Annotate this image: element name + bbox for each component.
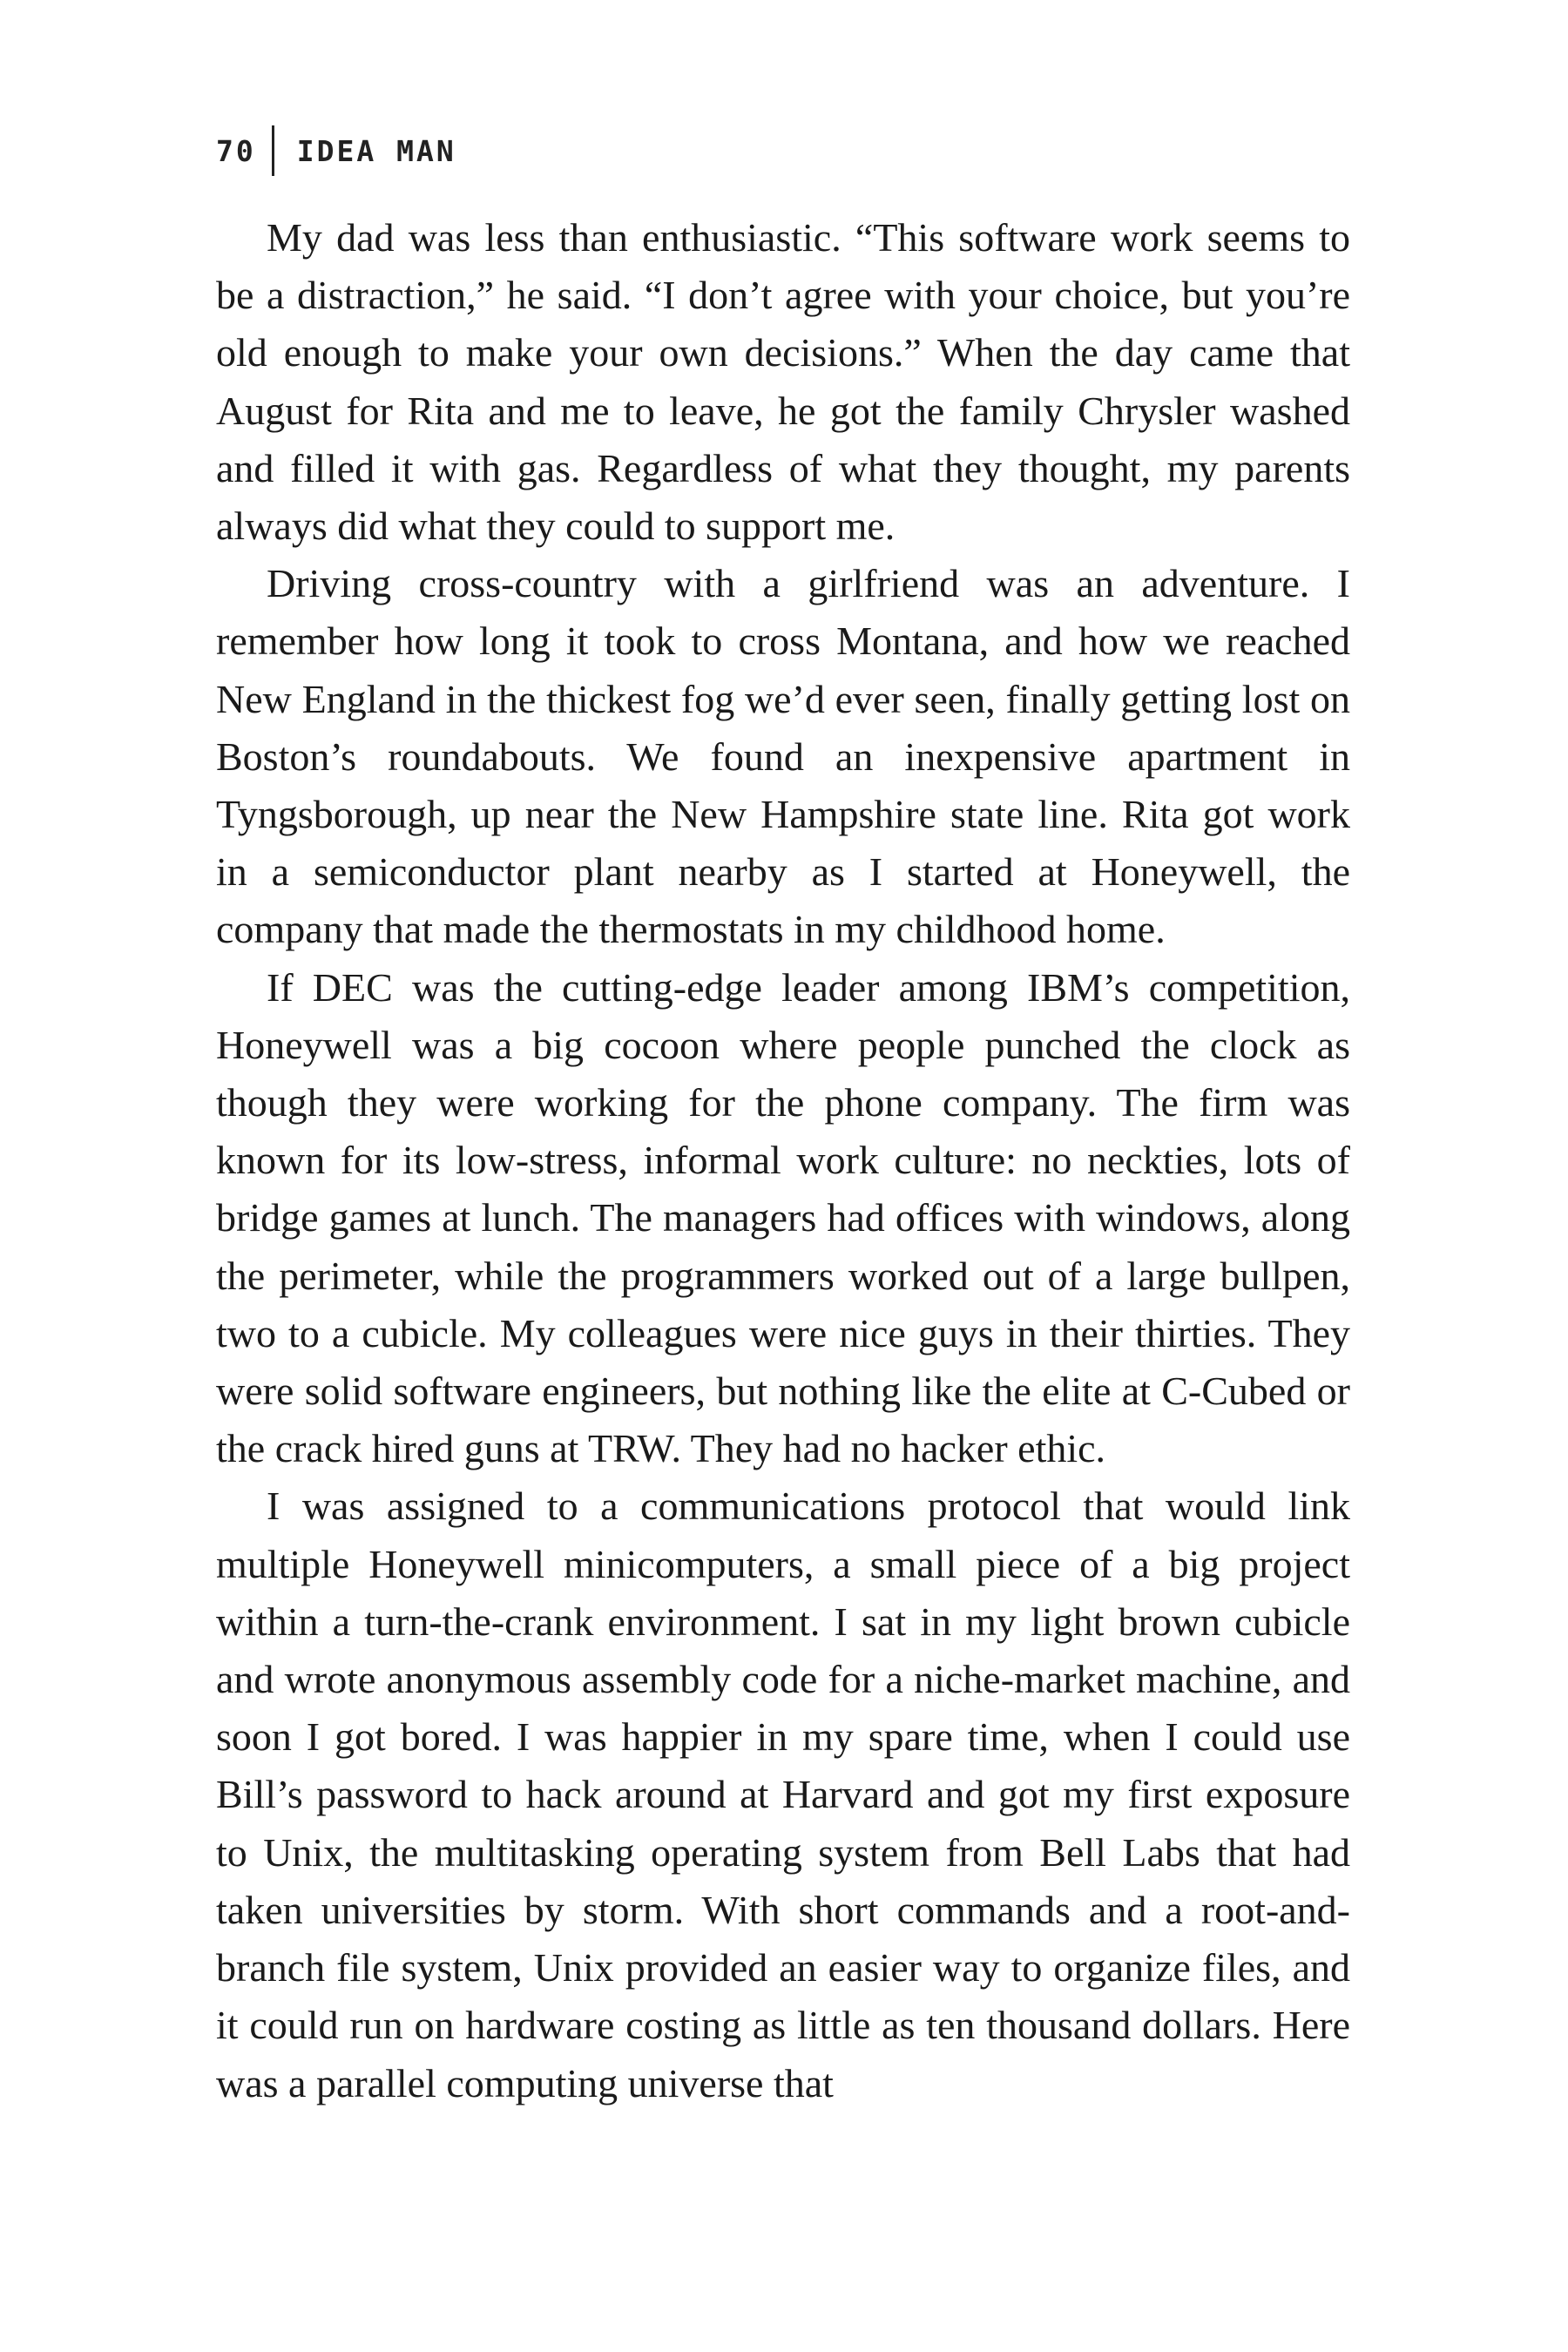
book-title: IDEA MAN <box>296 133 456 168</box>
paragraph: If DEC was the cutting-edge leader among IBM’s competition, Honeywell was a big cocoon where people punched the clock as though they were working for the phone company. The firm was known for its low-stress, informal work culture: no neckties, lots of bridge games at lunch. The managers had offices with windows, along the perimeter, while the programmers worked out of a large bullpen, two to a cubicle. My colleagues were nice guys in their thirties. They were solid software engineers, but nothing like the elite at C-Cubed or the crack hired guns at TRW. They had no hacker ethic. <box>216 964 1350 1471</box>
page-number: 70 <box>216 133 256 168</box>
body-text <box>216 209 1350 2112</box>
paragraph: My dad was less than enthusiastic. “This software work seems to be a distraction,” he said. “I don’t agree with your choice, but you’re old enough to make your own decisions.” When the day came that August for Rita and me to leave, he got the family Chrysler washed and filled it with gas. Regardless of what they thought, my parents always did what they could to support me. <box>216 215 1350 549</box>
running-head <box>216 129 456 172</box>
paragraph: Driving cross-country with a girlfriend was an adventure. I remember how long it took to cross Montana, and how we reached New England in the thickest fog we’d ever seen, finally getting lost on Boston’s roundabouts. We found an inexpensive apartment in Tyngsborough, up near the New Hampshire state line. Rita got work in a semiconductor plant nearby as I started at Honeywell, the company that made the thermostats in my childhood home. <box>216 561 1350 952</box>
paragraph: I was assigned to a communications protocol that would link multiple Honeywell minicomputers, a small piece of a big project within a turn-the-crank environment. I sat in my light brown cubicle and wrote anonymous assembly code for a niche-market machine, and soon I got bored. I was happier in my spare time, when I could use Bill’s password to hack around at Harvard and got my first exposure to Unix, the multitasking operating system from Bell Labs that had taken universities by storm. With short commands and a root-and-branch file system, Unix provided an easier way to organize files, and it could run on hardware costing as little as ten thousand dollars. Here was a parallel computing universe that <box>216 1484 1350 2105</box>
header-divider <box>272 125 274 176</box>
